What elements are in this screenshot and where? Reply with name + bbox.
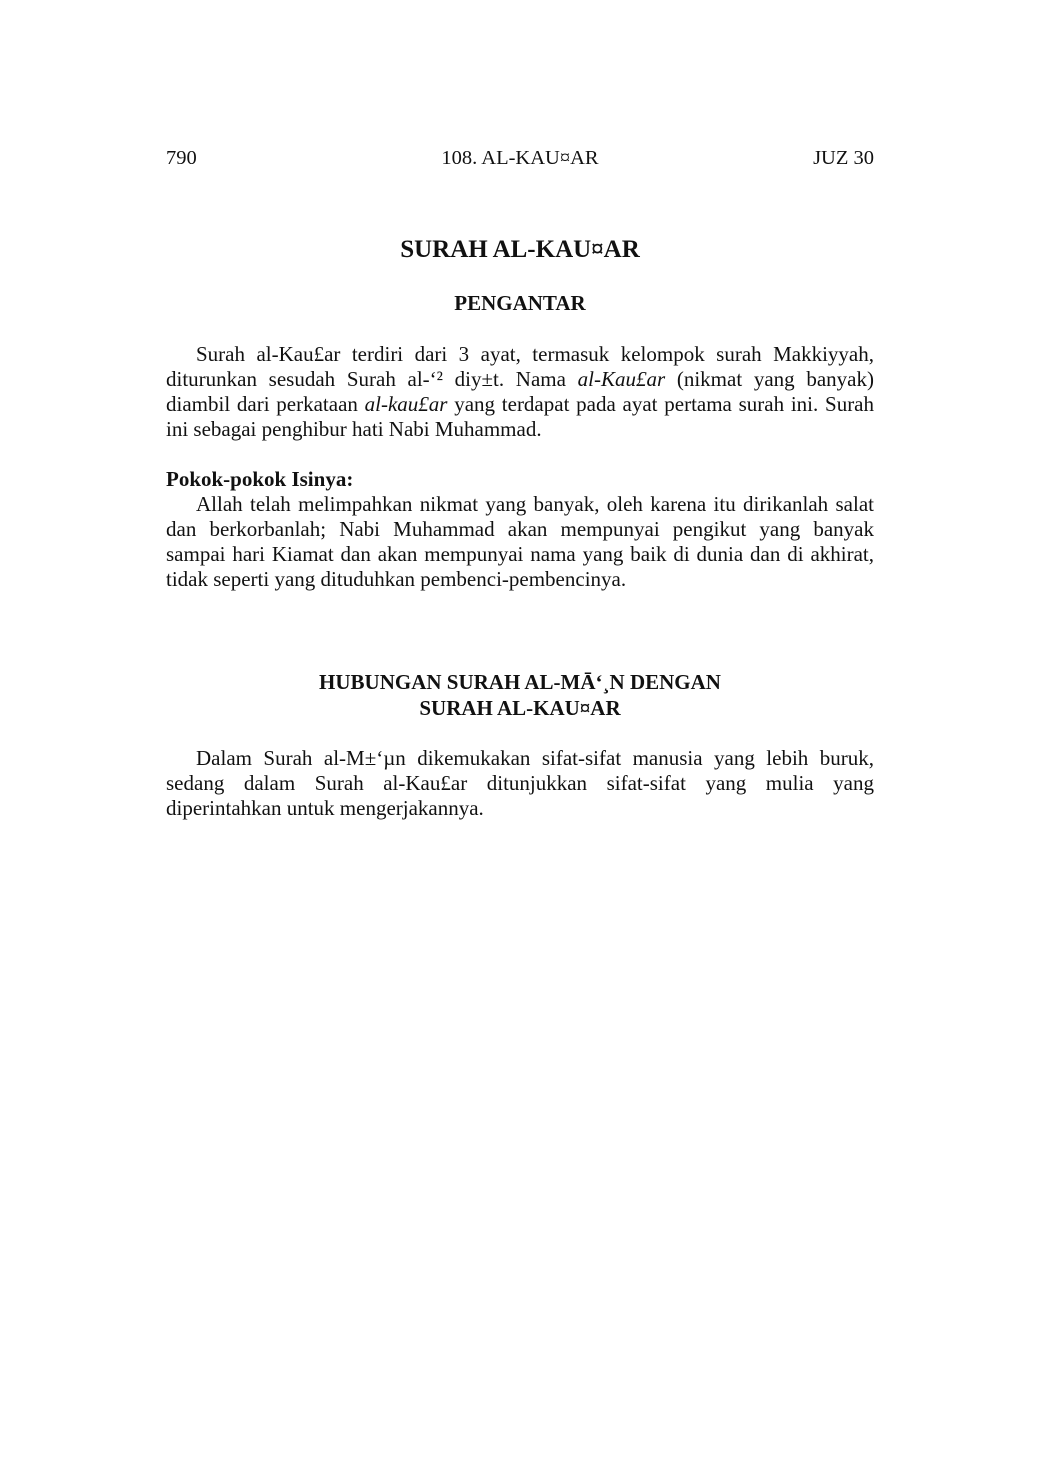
hubungan-heading-line-2: SURAH AL-KAU¤AR (419, 696, 621, 720)
running-header (166, 144, 874, 172)
pengantar-text-3: yang terdapat pada ayat pertama surah ini. Surah ini sebagai penghibur hati Nabi Muhammad. (166, 392, 875, 441)
pengantar-italic-1: al-Kau£ar (577, 367, 666, 391)
pengantar-text-2: (nikmat yang banyak) diambil dari perkataan (166, 367, 874, 416)
pokok-paragraph: Allah telah melimpahkan nikmat yang banyak, oleh karena itu dirikanlah salat dan berkorbanlah; Nabi Muhammad akan mempunyai pengikut yang banyak sampai hari Kiamat dan akan mempunyai nama yang baik di dunia dan di akhirat, tidak seperti yang dituduhkan pembenci-pembencinya. (166, 492, 874, 591)
hubungan-heading (166, 669, 874, 721)
page-number: 790 (166, 147, 197, 169)
pengantar-heading: PENGANTAR (454, 291, 586, 315)
pokok-heading: Pokok-pokok Isinya: (166, 467, 354, 491)
hubungan-heading-line-1: HUBUNGAN SURAH AL-MĀ‘¸N DENGAN (319, 670, 721, 694)
hubungan-paragraph: Dalam Surah al-M±‘µn dikemukakan sifat-sifat manusia yang lebih buruk, sedang dalam Surah al-Kau£ar ditunjukkan sifat-sifat yang mulia yang diperintahkan untuk mengerjakannya. (166, 746, 874, 820)
surah-title: SURAH AL-KAU¤AR (400, 236, 640, 263)
pengantar-italic-2: al-kau£ar (364, 392, 448, 416)
juz-label: JUZ 30 (813, 147, 874, 169)
running-chapter-title: 108. AL-KAU¤AR (441, 147, 599, 169)
pengantar-paragraph (166, 342, 874, 442)
pengantar-text-1: Surah al-Kau£ar terdiri dari 3 ayat, termasuk kelompok surah Makkiyyah, diturunkan sesudah Surah al-‘² diy±t. Nama (166, 342, 874, 391)
